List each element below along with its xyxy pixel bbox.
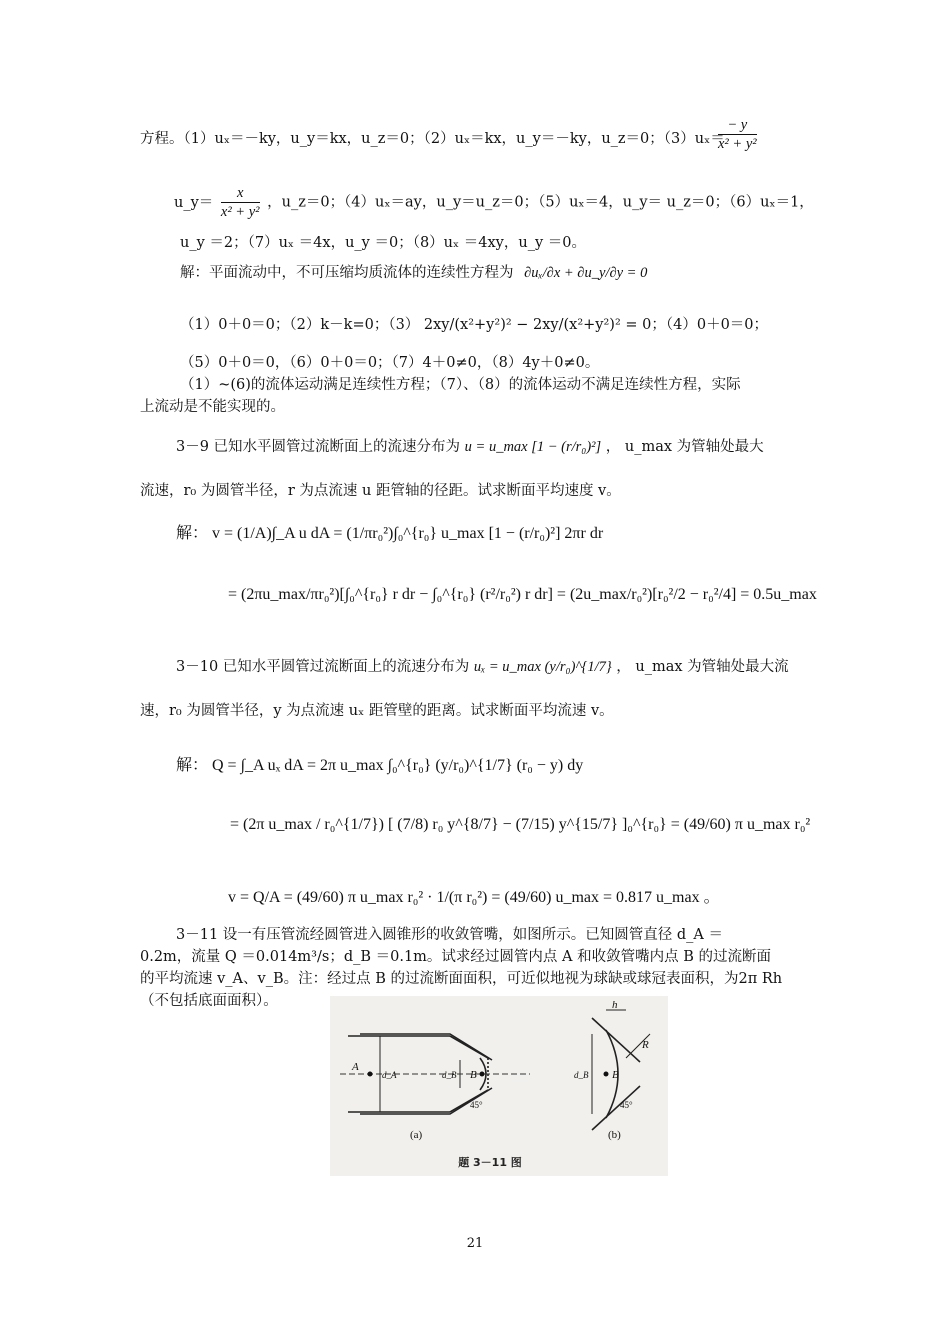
text-l5: （1）0＋0＝0；（2）k－k=0；（3） 2xy/(x²+y²)² − 2xy/(x²+y²)² = 0；（4）0＋0＝0； (180, 317, 769, 333)
point-b-detail-marker (604, 1072, 609, 1077)
text-line-4 (180, 262, 850, 284)
point-a-marker (368, 1072, 373, 1077)
p310-text-c: 速，r₀ 为圆管半径，y 为点流速 uₓ 距管壁的距离。试求断面平均流速 v。 (140, 703, 614, 719)
fraction-1 (718, 116, 757, 153)
text-l6: （5）0＋0＝0，（6）0＋0＝0；（7）4＋0≠0，（8）4y＋0≠0。 (180, 355, 600, 371)
text-l3: u_y ＝2；（7）uₓ ＝4x，u_y ＝0；（8）uₓ ＝4xy，u_y ＝0。 (180, 235, 586, 251)
solution-3-10-line-2 (230, 816, 810, 834)
point-b-marker (480, 1072, 485, 1077)
label-b: B (470, 1069, 477, 1081)
p311-text-d: （不包括底面面积）。 (140, 993, 278, 1009)
frac1-num: − y (718, 116, 757, 135)
solution-3-10-line-1 (176, 752, 583, 775)
p310-velocity-distribution: uₓ = u_max (y/r₀)^{1/7} (473, 659, 612, 675)
figure-b-detail (592, 1010, 650, 1130)
s39-eq-1: 解： v = (1/A)∫_A u dA = (1/πr₀²)∫₀^{r₀} u_max [1 − (r/r₀)²] 2πr dr (176, 525, 604, 542)
s310-eq-1: 解： Q = ∫_A uₓ dA = 2π u_max ∫₀^{r₀} (y/r₀)^{1/7} (r₀ − y) dy (176, 757, 584, 774)
frac2-num: x (221, 184, 260, 203)
p39-text-a: 3－9 已知水平圆管过流断面上的流速分布为 (176, 439, 461, 455)
p310-text-a: 3－10 已知水平圆管过流断面上的流速分布为 (176, 659, 470, 675)
problem-3-11-statement-1 (176, 924, 846, 946)
text-l2-post: ，u_z＝0；（4）uₓ＝ay，u_y＝u_z＝0；（5）uₓ＝4，u_y＝ u_z＝0；（6）uₓ＝1， (267, 194, 814, 211)
label-angle-a: 45° (470, 1100, 483, 1110)
frac1-den: x² + y² (718, 136, 757, 152)
s310-eq-3: v = Q/A = (49/60) π u_max r₀² · 1/(π r₀²) = (49/60) u_max = 0.817 u_max 。 (228, 889, 720, 906)
label-r: R (642, 1039, 649, 1051)
p311-text-c: 的平均流速 v_A、v_B。注：经过点 B 的过流断面面积，可近似地视为球缺或球冠表面积，为2π Rh (140, 971, 783, 987)
problem-3-11-statement-3 (140, 968, 810, 990)
label-db: d_B (442, 1070, 457, 1080)
p39-text-b: ， u_max 为管轴处最大 (605, 439, 764, 455)
problem-3-11-statement-2 (140, 946, 810, 968)
text-l1: 方程。（1）uₓ＝－ky，u_y＝kx，u_z＝0；（2）uₓ＝kx，u_y＝－ky，u_z＝0；（3）uₓ＝ (140, 131, 725, 147)
solution-3-9-line-2 (228, 586, 817, 604)
s310-eq-2: = (2π u_max / r₀^{1/7}) [ (7/8) r₀ y^{8/7} − (7/15) y^{15/7} ]₀^{r₀} = (49/60) π u_max r₀² (230, 816, 811, 833)
figure-caption: 题 3－11 图 (458, 1156, 522, 1169)
label-fig-b: (b) (608, 1129, 621, 1141)
p39-velocity-distribution: u = u_max [1 − (r/r₀)²] (464, 439, 602, 455)
text-line-7 (180, 374, 850, 396)
problem-3-10-statement-2 (140, 700, 810, 722)
problem-3-9-statement (176, 436, 846, 458)
label-db-detail: d_B (574, 1070, 589, 1080)
p311-text-b: 0.2m，流量 Q ＝0.014m³/s；d_B ＝0.1m。试求经过圆管内点 A 和收敛管嘴内点 B 的过流断面 (140, 949, 771, 965)
text-line-5 (180, 314, 850, 336)
p310-text-b: ， u_max 为管轴处最大流 (616, 659, 789, 675)
label-b-detail: B (612, 1069, 619, 1081)
figure-3-11-drawing (330, 996, 668, 1176)
problem-3-9-statement-2 (140, 480, 810, 502)
text-l2-pre: u_y＝ (174, 194, 214, 211)
problem-3-10-statement (176, 656, 846, 678)
text-line-2 (140, 184, 814, 221)
label-angle-b: 45° (620, 1100, 633, 1110)
solution-3-10-line-3 (228, 884, 720, 907)
text-line-8 (140, 396, 810, 418)
fraction-2 (221, 184, 260, 221)
text-line-6 (180, 352, 850, 374)
label-fig-a: (a) (410, 1129, 423, 1141)
frac2-den: x² + y² (220, 204, 260, 220)
text-l7: （1）~(6)的流体运动满足连续性方程；（7）、（8）的流体运动不满足连续性方程，实际 (180, 377, 741, 393)
figure-3-11 (330, 996, 668, 1176)
text-line-3 (180, 232, 850, 254)
p39-text-c: 流速，r₀ 为圆管半径，r 为点流速 u 距管轴的径距。试求断面平均速度 v。 (140, 483, 621, 499)
text-l8: 上流动是不能实现的。 (140, 399, 285, 415)
page-number: 21 (466, 1236, 484, 1251)
text-l4: 解：平面流动中，不可压缩均质流体的连续性方程为 (180, 265, 514, 281)
label-da: d_A (382, 1070, 397, 1080)
label-a: A (352, 1061, 359, 1073)
continuity-equation: ∂uₓ/∂x + ∂u_y/∂y = 0 (524, 265, 648, 281)
p311-text-a: 3－11 设一有压管流经圆管进入圆锥形的收敛管嘴，如图所示。已知圆管直径 d_A ＝ (176, 927, 724, 943)
label-h: h (612, 999, 618, 1011)
text-line-1 (140, 117, 810, 152)
solution-3-9-line-1 (176, 520, 603, 543)
s39-eq-2: = (2πu_max/πr₀²)[∫₀^{r₀} r dr − ∫₀^{r₀} (r²/r₀²) r dr] = (2u_max/r₀²)[r₀²/2 − r₀²/4] = 0.5u_max (228, 586, 817, 603)
